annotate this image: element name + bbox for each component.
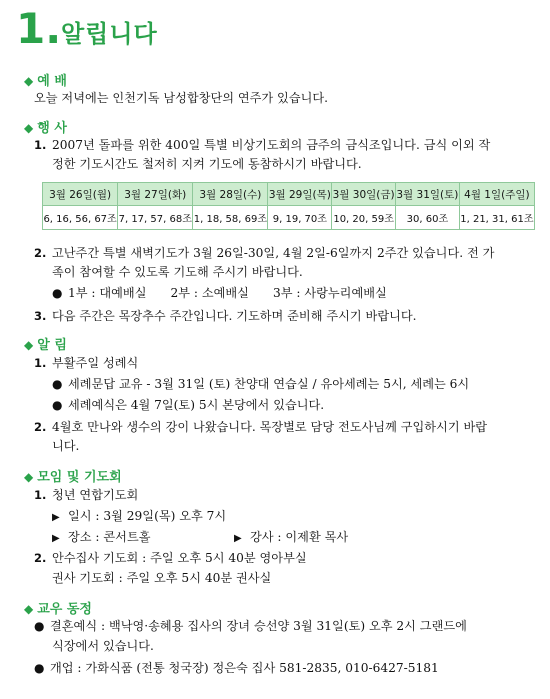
wedding-notice-line-1: ● 결혼예식 : 백낙영·송혜용 집사의 장녀 승선양 3월 31일(토) 오후 2시 그랜드에 — [34, 619, 467, 633]
section-number: 1. — [16, 4, 62, 53]
diamond-icon: ◆ — [24, 121, 34, 135]
arrow-icon: ▶ — [52, 512, 60, 523]
opening-notice: ● 개업 : 가화식품 (전통 청국장) 정은숙 집사 581-2835, 010-6427-5181 — [34, 661, 439, 675]
service-times — [52, 284, 387, 302]
meetings-item-2-line-2: 권사 기도회 : 주일 오후 5시 40분 권사실 — [52, 571, 272, 585]
table-header-cell: 3월 30일(금) — [332, 183, 396, 206]
notice-bullet-1: ● 세례문답 교유 - 3월 31일 (토) 찬양대 연습실 / 유아세례는 5시, 세례는 6시 — [52, 377, 470, 391]
arrow-icon: ▶ — [234, 533, 242, 544]
table-header-row — [43, 183, 535, 206]
table-cell: 9, 19, 70조 — [268, 206, 332, 230]
events-item-3: 3. 다음 주간은 목장추수 주간입니다. 기도하며 준비해 주시기 바랍니다. — [34, 309, 417, 323]
members-heading: ◆ 교우 동정 — [24, 602, 92, 617]
events-item-2-line-2: 족이 참여할 수 있도록 기도해 주시기 바랍니다. — [52, 265, 303, 279]
meeting-date: ▶ 일시 : 3월 29일(목) 오후 7시 — [52, 507, 226, 527]
notice-bullet-2: ● 세례예식은 4월 7일(토) 5시 본당에서 있습니다. — [52, 398, 325, 412]
worship-heading: ◆ 예 배 — [24, 74, 67, 89]
events-item-1-line-2: 정한 기도시간도 철저히 지켜 기도에 동참하시기 바랍니다. — [52, 157, 362, 171]
table-header-cell: 3월 26일(월) — [43, 183, 118, 206]
table-cell: 30, 60조 — [396, 206, 460, 230]
events-item-1-line-1: 1. 2007년 돌파를 위한 400일 특별 비상기도회의 금주의 금식조입니다. 금식 이외 작 — [34, 138, 491, 152]
notice-item-1: 1. 부활주일 성례식 — [34, 356, 139, 370]
events-heading: ◆ 행 사 — [24, 121, 67, 136]
meeting-speaker: ▶ 강사 : 이제환 목사 — [234, 528, 348, 548]
notice-item-2-line-1: 2. 4월호 만나와 생수의 강이 나왔습니다. 목장별로 담당 전도사님께 구입하시기 바랍 — [34, 420, 488, 434]
service-part-3: 3부 : 사랑누리예배실 — [272, 286, 387, 300]
page-title: 알립니다 — [61, 20, 158, 48]
bullet-icon: ● — [34, 661, 45, 675]
arrow-icon: ▶ — [52, 533, 60, 544]
table-row — [43, 206, 535, 230]
meetings-item-1: 1. 청년 연합기도회 — [34, 488, 139, 502]
diamond-icon: ◆ — [24, 602, 34, 616]
events-item-2-line-1: 2. 고난주간 특별 새벽기도가 3월 26일-30일, 4월 2일-6일까지 2주간 있습니다. 전 가 — [34, 246, 495, 260]
worship-text: 오늘 저녁에는 인천기독 남성합창단의 연주가 있습니다. — [34, 91, 329, 105]
table-cell: 1, 18, 58, 69조 — [193, 206, 268, 230]
table-cell: 7, 17, 57, 68조 — [118, 206, 193, 230]
fasting-schedule-table — [42, 182, 535, 230]
bullet-icon: ● — [52, 377, 63, 391]
notice-heading: ◆ 알 림 — [24, 338, 67, 353]
table-header-cell: 3월 31일(토) — [396, 183, 460, 206]
meeting-place: ▶ 장소 : 콘서트홀 — [52, 528, 151, 548]
table-cell: 10, 20, 59조 — [332, 206, 396, 230]
bullet-icon: ● — [52, 398, 63, 412]
table-header-cell: 3월 29일(목) — [268, 183, 332, 206]
notice-item-2-line-2: 니다. — [52, 439, 80, 453]
meetings-heading: ◆ 모임 및 기도회 — [24, 470, 122, 485]
page-header — [16, 6, 536, 56]
meetings-item-2-line-1: 2. 안수집사 기도회 : 주일 오후 5시 40분 영아부실 — [34, 551, 307, 565]
diamond-icon: ◆ — [24, 338, 34, 352]
table-header-cell: 4월 1일(주일) — [459, 183, 534, 206]
bullet-icon: ● — [52, 286, 63, 300]
table-cell: 6, 16, 56, 67조 — [43, 206, 118, 230]
table-header-cell: 3월 28일(수) — [193, 183, 268, 206]
diamond-icon: ◆ — [24, 74, 34, 88]
service-part-1: 1부 : 대예배실 — [68, 286, 147, 300]
diamond-icon: ◆ — [24, 470, 34, 484]
service-part-2: 2부 : 소예배실 — [170, 286, 249, 300]
wedding-notice-line-2: 식장에서 있습니다. — [52, 639, 154, 653]
table-cell: 1, 21, 31, 61조 — [459, 206, 534, 230]
bullet-icon: ● — [34, 619, 45, 633]
table-header-cell: 3월 27일(화) — [118, 183, 193, 206]
